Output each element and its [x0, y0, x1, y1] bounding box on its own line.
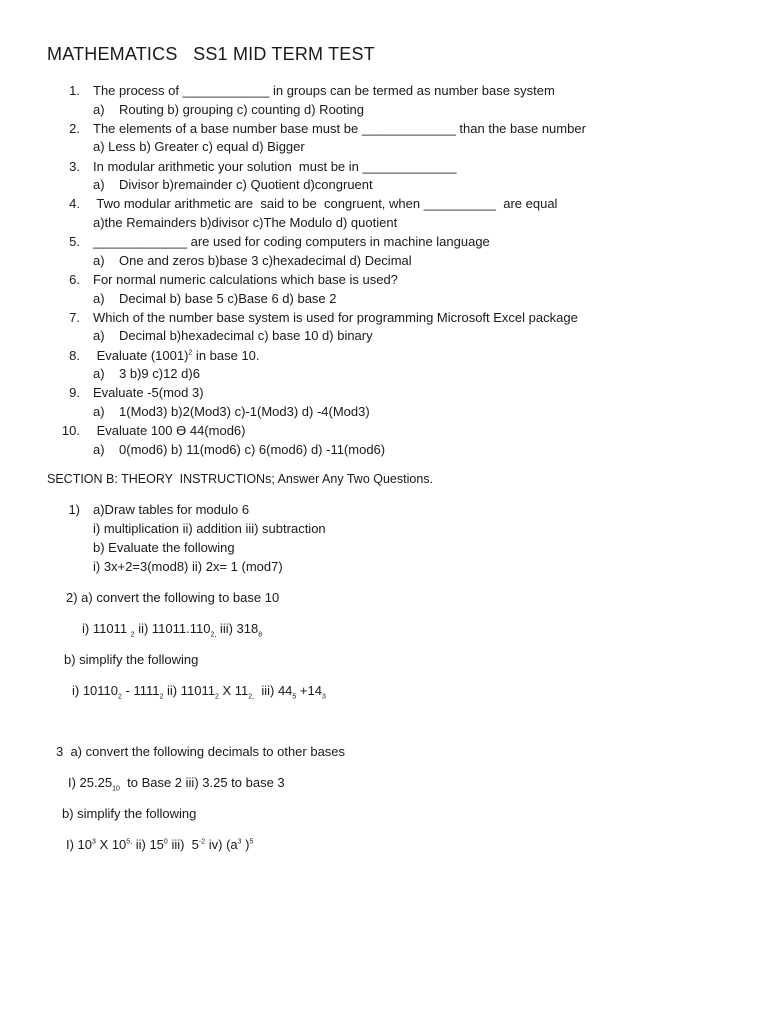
question-number: 9.	[69, 385, 80, 401]
theory-q2a-items: i) 11011 $_2$ ii) $11011.110_{2,}$ iii) $318_8$	[82, 621, 263, 639]
question-stem: The elements of a base number base must be _____________ than the base number	[93, 120, 586, 136]
question-stem: Two modular arithmetic are said to be congruent, when __________ are equal	[93, 196, 558, 212]
question-number: 6.	[69, 272, 80, 287]
question-stem: Evaluate $(1001)^2$ in base 10.	[93, 347, 260, 363]
question-number: 10.	[61, 423, 80, 439]
theory-q3b: b) simplify the following	[62, 806, 197, 821]
question-number: 7.	[69, 309, 80, 325]
question-stem: Evaluate 100 ϴ 44(mod6)	[93, 423, 246, 439]
theory-q3a-items: I) $25.25_{10}$ to Base 2 iii) 3.25 to base 3	[68, 775, 285, 793]
answer-options: a) Decimal b)hexadecimal c) base 10 d) binary	[93, 328, 373, 344]
answer-options: a) Decimal b) base 5 c)Base 6 d) base 2	[93, 290, 337, 306]
question-number: 5.	[69, 234, 80, 250]
question-stem: Which of the number base system is used for programming Microsoft Excel package	[93, 309, 578, 325]
theory-q3b-items: I) $10^3$ X $10^{5,}$ ii) $15^0$ iii) $5^{-2}$ iv) ($a^3$ )$^5$	[66, 837, 254, 852]
theory-q1-line: i) 3x+2=3(mod8) ii) 2x= 1 (mod7)	[93, 559, 283, 574]
theory-q1-line: b) Evaluate the following	[93, 540, 235, 555]
question-number: 4.	[69, 196, 80, 212]
theory-q1-number: 1)	[68, 502, 80, 517]
answer-options: a) Routing b) grouping c) counting d) Rooting	[93, 101, 364, 117]
question-stem: In modular arithmetic your solution must be in _____________	[93, 158, 457, 174]
question-stem: The process of ____________ in groups can be termed as number base system	[93, 83, 555, 98]
question-stem: For normal numeric calculations which base is used?	[93, 272, 398, 287]
question-number: 3.	[69, 158, 80, 174]
theory-q2b-items: i) $10110_2 - 1111_2$ ii) $11011_2$ X $11_{2,}$ iii) $44_5 +14_3$	[72, 683, 326, 701]
question-number: 1.	[69, 83, 80, 98]
answer-options: a) Less b) Greater c) equal d) Bigger	[93, 139, 305, 155]
theory-q1-line: i) multiplication ii) addition iii) subtraction	[93, 521, 326, 536]
question-stem: Evaluate -5(mod 3)	[93, 385, 204, 401]
theory-q2b: b) simplify the following	[64, 652, 199, 667]
theory-q3a: 3 a) convert the following decimals to other bases	[56, 744, 346, 759]
theory-q1-line: a)Draw tables for modulo 6	[93, 502, 250, 517]
question-number: 8.	[69, 347, 80, 363]
question-stem: _____________ are used for coding computers in machine language	[93, 234, 490, 250]
answer-options: a) Divisor b)remainder c) Quotient d)congruent	[93, 177, 373, 193]
answer-options: a) 0(mod6) b) 11(mod6) c) 6(mod6) d) -11(mod6)	[93, 441, 386, 457]
theory-q2a: 2) a) convert the following to base 10	[66, 590, 280, 605]
section-b-heading: SECTION B: THEORY INSTRUCTIONs; Answer Any Two Questions.	[47, 472, 433, 486]
question-number: 2.	[69, 120, 80, 136]
page-title: MATHEMATICS SS1 MID TERM TEST	[47, 44, 375, 64]
answer-options: a) 3 b)9 c)12 d)6	[93, 366, 200, 382]
answer-options: a) One and zeros b)base 3 c)hexadecimal d) Decimal	[93, 252, 412, 268]
answer-options: a)the Remainders b)divisor c)The Modulo d) quotient	[93, 214, 398, 230]
answer-options: a) 1(Mod3) b)2(Mod3) c)-1(Mod3) d) -4(Mod3)	[93, 403, 370, 419]
